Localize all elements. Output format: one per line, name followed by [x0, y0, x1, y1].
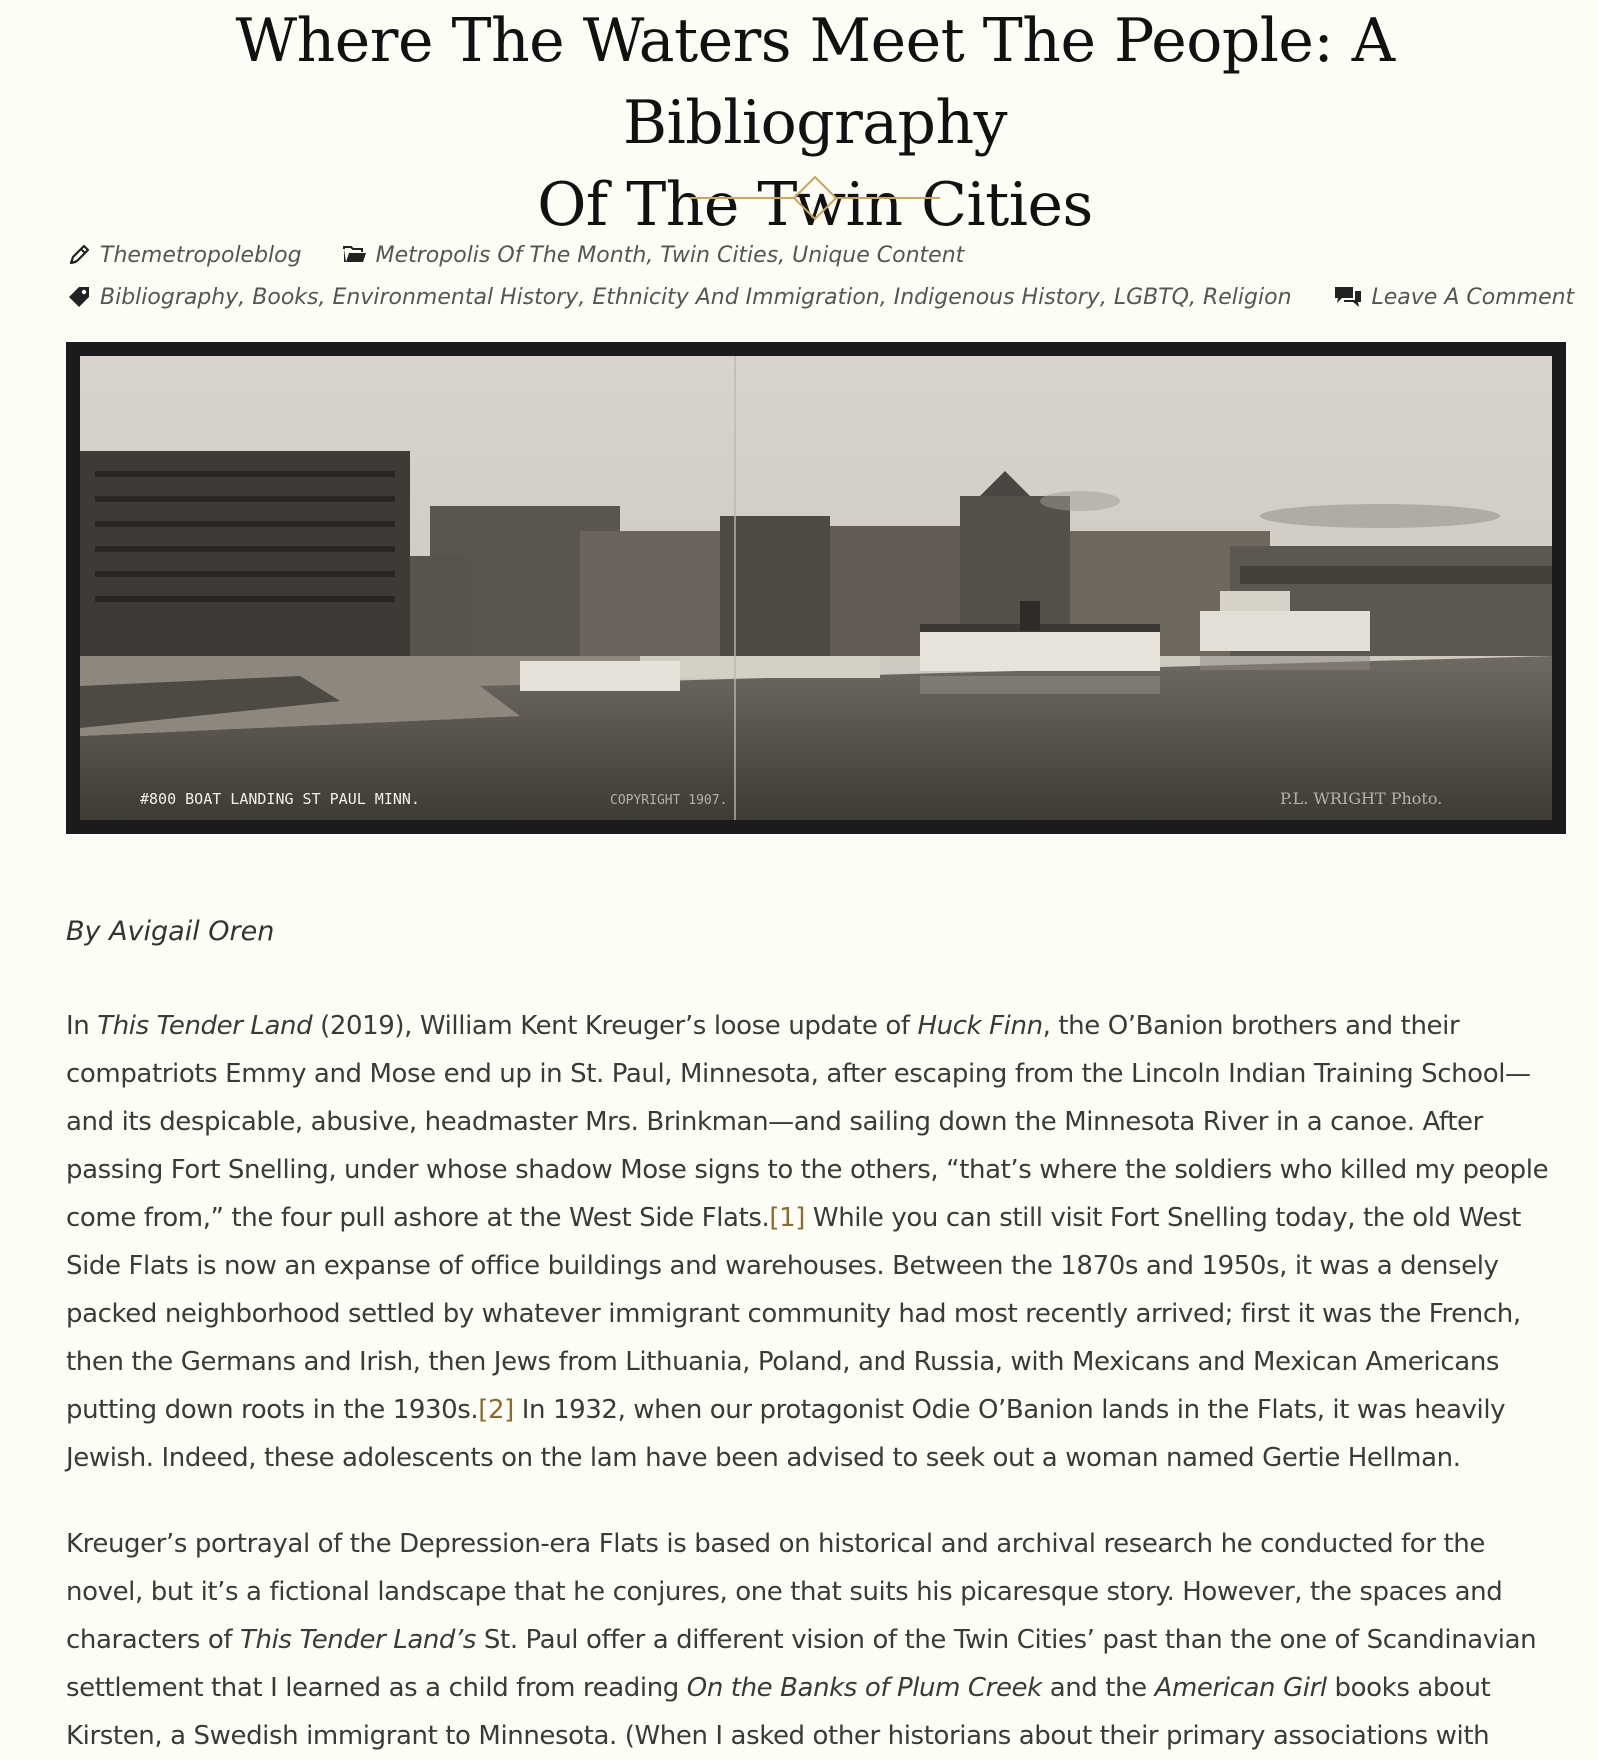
folder-open-icon — [342, 242, 368, 268]
tag-link-religion[interactable]: Religion — [1202, 284, 1292, 310]
tag-icon — [66, 284, 92, 310]
p2-book-title-2: On the Banks of Plum Creek — [686, 1673, 1042, 1703]
p2-book-title-1: This Tender Land’s — [240, 1625, 477, 1655]
post-meta-row-1 — [66, 242, 1004, 268]
article-byline: By Avigail Oren — [66, 916, 275, 947]
p1-text-2: (2019), William Kent Kreuger’s loose update of — [312, 1011, 918, 1041]
tag-link-lgbtq[interactable]: LGBTQ — [1113, 284, 1189, 310]
title-line-1: Where The Waters Meet The People: A Bibliography — [235, 6, 1395, 158]
p1-book-title-1: This Tender Land — [97, 1011, 313, 1041]
footnote-link-2[interactable]: [2] — [478, 1395, 514, 1425]
p1-text-5: In 1932, when our protagonist Odie O’Banion lands in the Flats, it was heavily Jewish. Indeed, these adolescents on the lam have been advised to seek out a woman named Gertie Hellman. — [66, 1395, 1506, 1473]
hero-caption-left: #800 BOAT LANDING ST PAUL MINN. — [140, 790, 420, 808]
tag-link-bibliography[interactable]: Bibliography — [100, 284, 239, 310]
p2-book-title-3: American Girl — [1154, 1673, 1327, 1703]
footnote-link-1[interactable]: [1] — [769, 1203, 806, 1233]
p2-text-4: books about Kirsten, a Swedish immigrant to Minnesota. (When I asked other historians about their primary associations with — [66, 1673, 1491, 1751]
title-divider-ornament — [690, 174, 940, 222]
p1-book-title-2: Huck Finn — [917, 1011, 1043, 1041]
category-link-unique-content[interactable]: Unique Content — [792, 242, 965, 268]
category-link-metropolis[interactable]: Metropolis Of The Month — [375, 242, 647, 268]
author-link[interactable]: Themetropoleblog — [100, 242, 302, 268]
post-comments — [1332, 284, 1575, 310]
tag-link-ethnicity-immigration[interactable]: Ethnicity And Immigration — [592, 284, 880, 310]
p1-text-1: In — [66, 1011, 98, 1041]
comments-icon — [1332, 284, 1364, 310]
tag-link-books[interactable]: Books — [252, 284, 319, 310]
hero-photo-boat-landing — [80, 356, 1552, 820]
p2-text-3: and the — [1041, 1673, 1155, 1703]
p1-text-3: , the O’Banion brothers and their compatriots Emmy and Mose end up in St. Paul, Minnesota, after escaping from the Lincoln Indian Training School—and its despicable, abusive, headmaster Mrs. Brinkman—and sailing down the Minnesota River in a canoe. After passing Fort Snelling, under whose shadow Mose signs to the others, “that’s where the soldiers who killed my people come from,” the four pull ashore at the West Side Flats. — [66, 1011, 1549, 1233]
p2-text-2: St. Paul offer a different vision of the Twin Cities’ past than the one of Scandinavian settlement that I learned as a child from reading — [66, 1625, 1537, 1703]
category-link-twin-cities[interactable]: Twin Cities — [660, 242, 779, 268]
title-line-2: Of The Twin Cities — [537, 170, 1093, 240]
leave-comment-link[interactable]: Leave A Comment — [1371, 284, 1575, 310]
hero-photo-frame — [66, 342, 1566, 834]
article-paragraph-1 — [66, 1002, 1566, 1482]
tag-link-indigenous-history[interactable]: Indigenous History — [893, 284, 1100, 310]
post-tags: Bibliography , Books , Environmental History , Ethnicity And Immigration , Indigenous History , LGBTQ , Religion — [66, 284, 1292, 310]
article-paragraph-2 — [66, 1520, 1566, 1760]
post-author — [66, 242, 302, 268]
hero-caption-right: P.L. WRIGHT Photo. — [1280, 789, 1443, 808]
p2-text-1: Kreuger’s portrayal of the Depression-era Flats is based on historical and archival research he conducted for the novel, but it’s a fictional landscape that he conjures, one that suits his picaresque story. However, the spaces and characters of — [66, 1529, 1503, 1655]
pencil-icon — [66, 242, 92, 268]
post-meta-row-2 — [66, 284, 1598, 310]
p1-text-4: While you can still visit Fort Snelling today, the old West Side Flats is now an expanse of office buildings and warehouses. Between the 1870s and 1950s, it was a densely packed neighborhood settled by whatever immigrant community had most recently arrived; first it was the French, then the Germans and Irish, then Jews from Lithuania, Poland, and Russia, with Mexicans and Mexican Americans putting down roots in the 1930s. — [66, 1203, 1521, 1425]
hero-caption-center: COPYRIGHT 1907. — [610, 793, 728, 808]
post-categories: Metropolis Of The Month , Twin Cities , Unique Content — [342, 242, 965, 268]
tag-link-environmental-history[interactable]: Environmental History — [332, 284, 579, 310]
